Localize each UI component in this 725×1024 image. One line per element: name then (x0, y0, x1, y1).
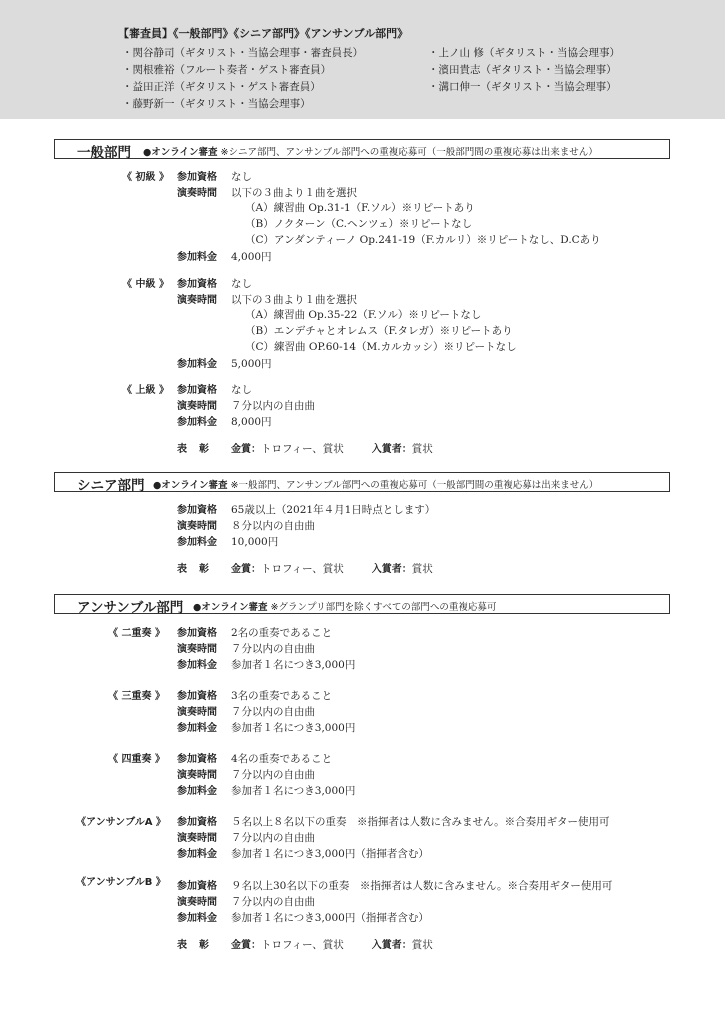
trio-performance-row (177, 703, 315, 719)
fee-label: 参加料金 (177, 537, 217, 548)
performance-label: 演奏時間 (177, 521, 217, 532)
performance-label: 演奏時間 (177, 707, 217, 718)
advanced-eligibility: なし (231, 384, 252, 396)
trio-eligibility: 3名の重奏であること (231, 690, 333, 702)
judges-panel (0, 0, 725, 119)
award-label: 表彰 (177, 444, 221, 455)
general-award-row (177, 440, 433, 456)
judge-item: ・益田正洋（ギタリスト・ゲスト審査員） (122, 81, 321, 93)
eligibility-label: 参加資格 (177, 881, 217, 892)
judges-right-column (428, 45, 620, 96)
judges-left-column (122, 45, 363, 113)
eligibility-label: 参加資格 (177, 385, 217, 396)
duo-fee: 参加者１名につき3,000円 (231, 659, 356, 671)
judge-item: ・関谷静司（ギタリスト・当協会理事・審査員長） (122, 47, 364, 59)
eligibility-label: 参加資格 (177, 691, 217, 702)
fee-label: 参加料金 (177, 786, 217, 797)
senior-performance: ８分以内の自由曲 (231, 520, 315, 532)
eligibility-label: 参加資格 (177, 505, 217, 516)
advanced-performance-row (177, 397, 315, 413)
judge-item: ・藤野新一（ギタリスト・当協会理事） (122, 98, 311, 110)
ensemble-a-performance-row (177, 829, 315, 845)
senior-eligibility: 65歳以上（2021年４月1日時点とします） (231, 504, 436, 516)
duo-fee-row (177, 656, 355, 672)
quartet-level: 《 四重奏 》 (108, 754, 165, 765)
gold-prize: トロフィー、賞状 (261, 443, 344, 455)
winner-prize: 賞状 (411, 443, 433, 455)
winner-label: 入賞者： (371, 564, 412, 575)
quartet-performance: ７分以内の自由曲 (231, 769, 315, 781)
duo-eligibility: 2名の重奏であること (231, 627, 333, 639)
ensemble-b-performance-row (177, 893, 315, 909)
gold-prize: トロフィー、賞状 (261, 563, 344, 575)
intermediate-level: 《 中級 》 (122, 279, 169, 290)
general-title: 一般部門 (77, 145, 131, 161)
award-label: 表彰 (177, 564, 221, 575)
quartet-fee: 参加者１名につき3,000円 (231, 785, 356, 797)
fee-label: 参加料金 (177, 417, 217, 428)
ensemble-b-performance: ７分以内の自由曲 (231, 896, 315, 908)
senior-award-row (177, 560, 433, 576)
advanced-eligibility-row (177, 381, 252, 397)
quartet-performance-row (177, 766, 315, 782)
judge-item: ・関根雅裕（フルート奏者・ゲスト審査員） (122, 64, 332, 76)
gold-label: 金賞： (231, 564, 261, 575)
ensemble-note: ※グランプリ部門を除くすべての部門への重複応募可 (270, 602, 497, 613)
quartet-eligibility-row (177, 750, 332, 766)
trio-level: 《 三重奏 》 (108, 691, 165, 702)
senior-header-note (153, 477, 598, 491)
general-note: ※シニア部門、アンサンブル部門への重複応募可（一般部門間の重複応募は出来ません） (220, 147, 598, 158)
beginner-fee: 4,000円 (231, 251, 272, 263)
beginner-level: 《 初級 》 (122, 172, 169, 183)
performance-label: 演奏時間 (177, 188, 217, 199)
duo-level: 《 二重奏 》 (108, 628, 165, 639)
fee-label: 参加料金 (177, 723, 217, 734)
trio-fee-row (177, 719, 355, 735)
eligibility-label: 参加資格 (177, 172, 217, 183)
general-header-note (143, 144, 598, 158)
intermediate-fee-row (177, 355, 272, 371)
judge-item: ・濱田貴志（ギタリスト・当協会理事） (428, 64, 617, 76)
intermediate-option-b: （B）エンデチャとオレムス（F.タレガ）※リピートあり (245, 325, 513, 337)
senior-note: ※一般部門、アンサンブル部門への重複応募可（一般部門間の重複応募は出来ません） (230, 480, 599, 491)
winner-prize: 賞状 (411, 939, 433, 951)
ensemble-a-level: 《アンサンブルA 》 (76, 817, 166, 828)
intermediate-performance: 以下の３曲より１曲を選択 (231, 294, 357, 306)
gold-prize: トロフィー、賞状 (261, 939, 344, 951)
eligibility-label: 参加資格 (177, 817, 217, 828)
performance-label: 演奏時間 (177, 401, 217, 412)
beginner-performance-row (177, 184, 357, 200)
duo-eligibility-row (177, 624, 332, 640)
senior-eligibility-row (177, 501, 435, 517)
ensemble-b-eligibility-row (177, 877, 612, 893)
ensemble-a-fee: 参加者１名につき3,000円（指揮者含む） (231, 848, 429, 860)
ensemble-b-eligibility: ９名以上30名以下の重奏 ※指揮者は人数に含みません。※合奏用ギター使用可 (231, 880, 613, 892)
eligibility-label: 参加資格 (177, 279, 217, 290)
intermediate-fee: 5,000円 (231, 358, 272, 370)
eligibility-label: 参加資格 (177, 754, 217, 765)
ensemble-b-fee-row (177, 909, 429, 925)
advanced-fee: 8,000円 (231, 416, 272, 428)
trio-performance: ７分以内の自由曲 (231, 706, 315, 718)
advanced-level: 《 上級 》 (122, 385, 169, 396)
beginner-option-b: （B）ノクターン（C.ヘンツェ）※リピートなし (245, 218, 473, 230)
beginner-option-c: （C）アンダンティーノ Op.241-19（F.カルリ）※リピートなし、D.Cあり (245, 234, 601, 246)
fee-label: 参加料金 (177, 252, 217, 263)
beginner-performance: 以下の３曲より１曲を選択 (231, 187, 357, 199)
ensemble-a-fee-row (177, 845, 429, 861)
beginner-option-a: （A）練習曲 Op.31-1（F.ソル）※リピートあり (245, 202, 475, 214)
ensemble-section-header (54, 594, 670, 614)
fee-label: 参加料金 (177, 660, 217, 671)
performance-label: 演奏時間 (177, 644, 217, 655)
trio-fee: 参加者１名につき3,000円 (231, 722, 356, 734)
performance-label: 演奏時間 (177, 295, 217, 306)
ensemble-a-eligibility: ５名以上８名以下の重奏 ※指揮者は人数に含みません。※合奏用ギター使用可 (231, 816, 610, 828)
beginner-eligibility: なし (231, 171, 252, 183)
judge-item: ・上ノ山 修（ギタリスト・当協会理事） (428, 47, 621, 59)
advanced-fee-row (177, 413, 272, 429)
fee-label: 参加料金 (177, 359, 217, 370)
performance-label: 演奏時間 (177, 897, 217, 908)
ensemble-b-level: 《アンサンブルB 》 (76, 877, 166, 888)
trio-eligibility-row (177, 687, 332, 703)
winner-label: 入賞者： (371, 444, 412, 455)
award-label: 表彰 (177, 940, 221, 951)
intermediate-performance-row (177, 291, 357, 307)
gold-label: 金賞： (231, 940, 261, 951)
advanced-performance: ７分以内の自由曲 (231, 400, 315, 412)
ensemble-title: アンサンブル部門 (77, 600, 184, 616)
gold-label: 金賞： (231, 444, 261, 455)
fee-label: 参加料金 (177, 849, 217, 860)
senior-online: ●オンライン審査 (153, 480, 228, 491)
ensemble-a-eligibility-row (177, 813, 610, 829)
senior-title: シニア部門 (77, 478, 145, 494)
intermediate-option-a: （A）練習曲 Op.35-22（F.ソル）※リピートなし (245, 309, 482, 321)
senior-performance-row (177, 517, 315, 533)
general-online: ●オンライン審査 (143, 147, 218, 158)
senior-fee-row (177, 533, 278, 549)
intermediate-eligibility: なし (231, 278, 252, 290)
beginner-fee-row (177, 248, 272, 264)
intermediate-option-c: （C）練習曲 OP.60-14（M.カルカッシ）※リピートなし (245, 341, 517, 353)
fee-label: 参加料金 (177, 913, 217, 924)
quartet-fee-row (177, 782, 355, 798)
intermediate-eligibility-row (177, 275, 252, 291)
ensemble-award-row (177, 936, 433, 952)
ensemble-header-note (193, 599, 496, 613)
ensemble-b-fee: 参加者１名につき3,000円（指揮者含む） (231, 912, 429, 924)
winner-prize: 賞状 (411, 563, 433, 575)
winner-label: 入賞者： (371, 940, 412, 951)
ensemble-a-performance: ７分以内の自由曲 (231, 832, 315, 844)
general-section-header (54, 139, 670, 159)
quartet-eligibility: 4名の重奏であること (231, 753, 333, 765)
ensemble-online: ●オンライン審査 (193, 602, 268, 613)
duo-performance: ７分以内の自由曲 (231, 643, 315, 655)
eligibility-label: 参加資格 (177, 628, 217, 639)
judges-title: 【審査員】《一般部門》《シニア部門》《アンサンブル部門》 (118, 27, 409, 40)
performance-label: 演奏時間 (177, 833, 217, 844)
beginner-eligibility-row (177, 168, 252, 184)
duo-performance-row (177, 640, 315, 656)
senior-section-header (54, 472, 670, 492)
performance-label: 演奏時間 (177, 770, 217, 781)
judge-item: ・溝口伸一（ギタリスト・当協会理事） (428, 81, 617, 93)
senior-fee: 10,000円 (231, 536, 279, 548)
